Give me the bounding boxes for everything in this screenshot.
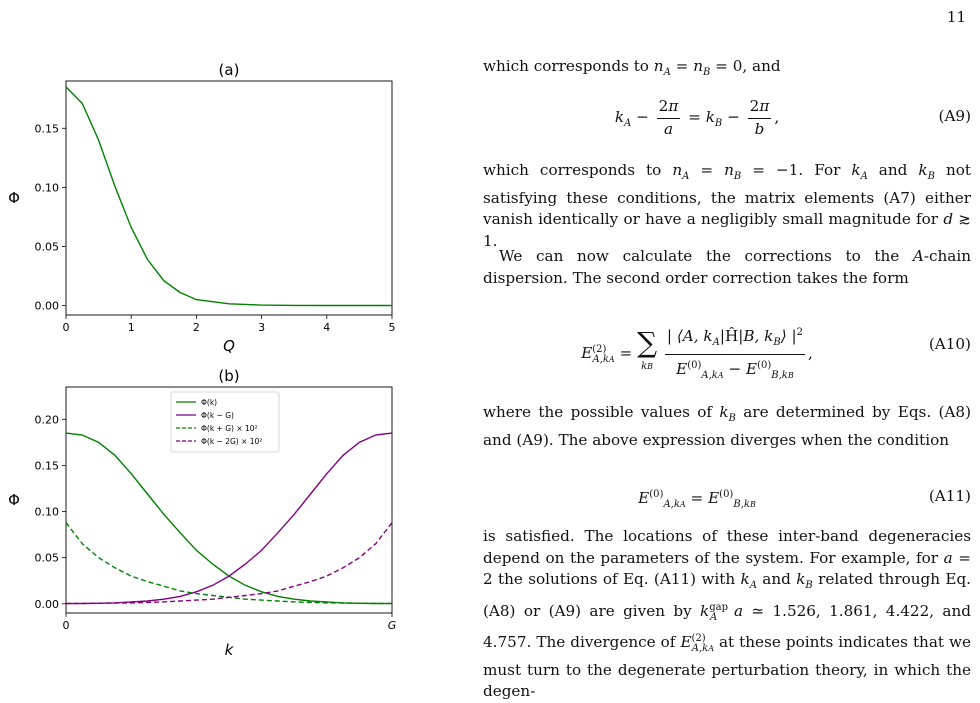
x-tick-label-a: 3 xyxy=(258,321,266,334)
y-tick-label-a: 0.05 xyxy=(34,240,59,254)
y-axis-label-b: Φ xyxy=(8,491,20,509)
x-tick-label-a: 5 xyxy=(388,321,396,334)
y-tick-label-a: 0.00 xyxy=(34,299,59,313)
equation-a9: $k_A$ − $\frac{2\pi}{a}$ = $k_B$ − $\frac{2\pi}{b}$ , (A9) xyxy=(614,97,971,138)
x-axis-label-b: k xyxy=(224,641,234,659)
x-tick-label-b: G xyxy=(387,619,397,632)
equation-a10: $E^{(2)}_{A,kA}$ = ∑ kB $\frac{| ⟨A, k_A|Ĥ|B, k_B⟩ |^2}{E^{(0)}_{A,kA} - E^{(0)}_{B,kB}}$ , (A10) xyxy=(483,322,971,382)
y-tick-label-b: 0.05 xyxy=(34,551,59,565)
legend-label-2: Φ(k + G) × 10² xyxy=(201,424,258,433)
x-tick-label-b: 0 xyxy=(62,619,70,632)
y-tick-label-a: 0.10 xyxy=(34,181,59,195)
series-line-b-2 xyxy=(66,523,392,604)
panel-b xyxy=(8,367,396,659)
x-tick-label-a: 2 xyxy=(192,321,200,334)
y-tick-label-a: 0.15 xyxy=(34,122,59,136)
legend-label-1: Φ(k − G) xyxy=(201,411,234,420)
series-line-a-0 xyxy=(66,87,392,306)
x-tick-label-a: 1 xyxy=(127,321,135,334)
x-axis-label-a: Q xyxy=(223,337,235,355)
y-tick-label-b: 0.15 xyxy=(34,459,59,473)
x-tick-label-a: 0 xyxy=(62,321,70,334)
panel-b-title: (b) xyxy=(218,367,240,385)
series-line-b-1 xyxy=(66,433,392,603)
paragraph-3: We can now calculate the corrections to the A-chain dispersion. The second order correction takes the form xyxy=(483,247,971,287)
legend-label-3: Φ(k − 2G) × 10² xyxy=(201,437,263,446)
equation-a11: $E^{(0)}_{A,kA} = E^{(0)}_{B,kB}$ (A11) xyxy=(638,487,971,511)
paragraph-5: is satisfied. The locations of these inter-band degeneracies depend on the parameters of the system. For example, for a = 2 the solutions of Eq. (A11) with $k_A$ and $k_B$ related through Eq. (A8) or (A9) are given by $k^{gap}_A$ a ≃ 1.526, 1.861, 4.422, and 4.757. The divergence of $E^{(2)}_{A,kA}$ at these points indicates that we must turn to the degenerate perturbation theory, in which the degen- xyxy=(483,527,972,701)
y-tick-label-b: 0.10 xyxy=(34,505,59,519)
y-axis-label-a: Φ xyxy=(8,189,20,207)
equation-number-a11: (A11) xyxy=(928,487,971,505)
y-tick-label-b: 0.00 xyxy=(34,597,59,611)
series-line-b-0 xyxy=(66,433,392,603)
panel-a xyxy=(8,61,395,355)
axes-frame-a xyxy=(66,81,392,315)
paragraph-2: which corresponds to $n_A = n_B = -1$. For $k_A$ and $k_B$ not satisfying these conditions, the matrix elements (A7) either vanish identically or have a negligibly small magnitude for d ≳ 1. xyxy=(483,161,972,250)
paragraph-1: which corresponds to $n_A = n_B = 0$, and xyxy=(483,57,781,79)
paragraph-4: where the possible values of $k_B$ are determined by Eqs. (A8) and (A9). The above expression diverges when the condition xyxy=(483,403,971,449)
legend-label-0: Φ(k) xyxy=(201,398,218,407)
x-tick-label-a: 4 xyxy=(323,321,331,334)
page-number: 11 xyxy=(946,8,966,26)
panel-a-title: (a) xyxy=(218,61,240,79)
equation-number-a10: (A10) xyxy=(928,335,971,353)
equation-number-a9: (A9) xyxy=(938,107,971,125)
y-tick-label-b: 0.20 xyxy=(34,413,59,427)
figure xyxy=(0,0,470,696)
series-line-b-3 xyxy=(66,523,392,604)
